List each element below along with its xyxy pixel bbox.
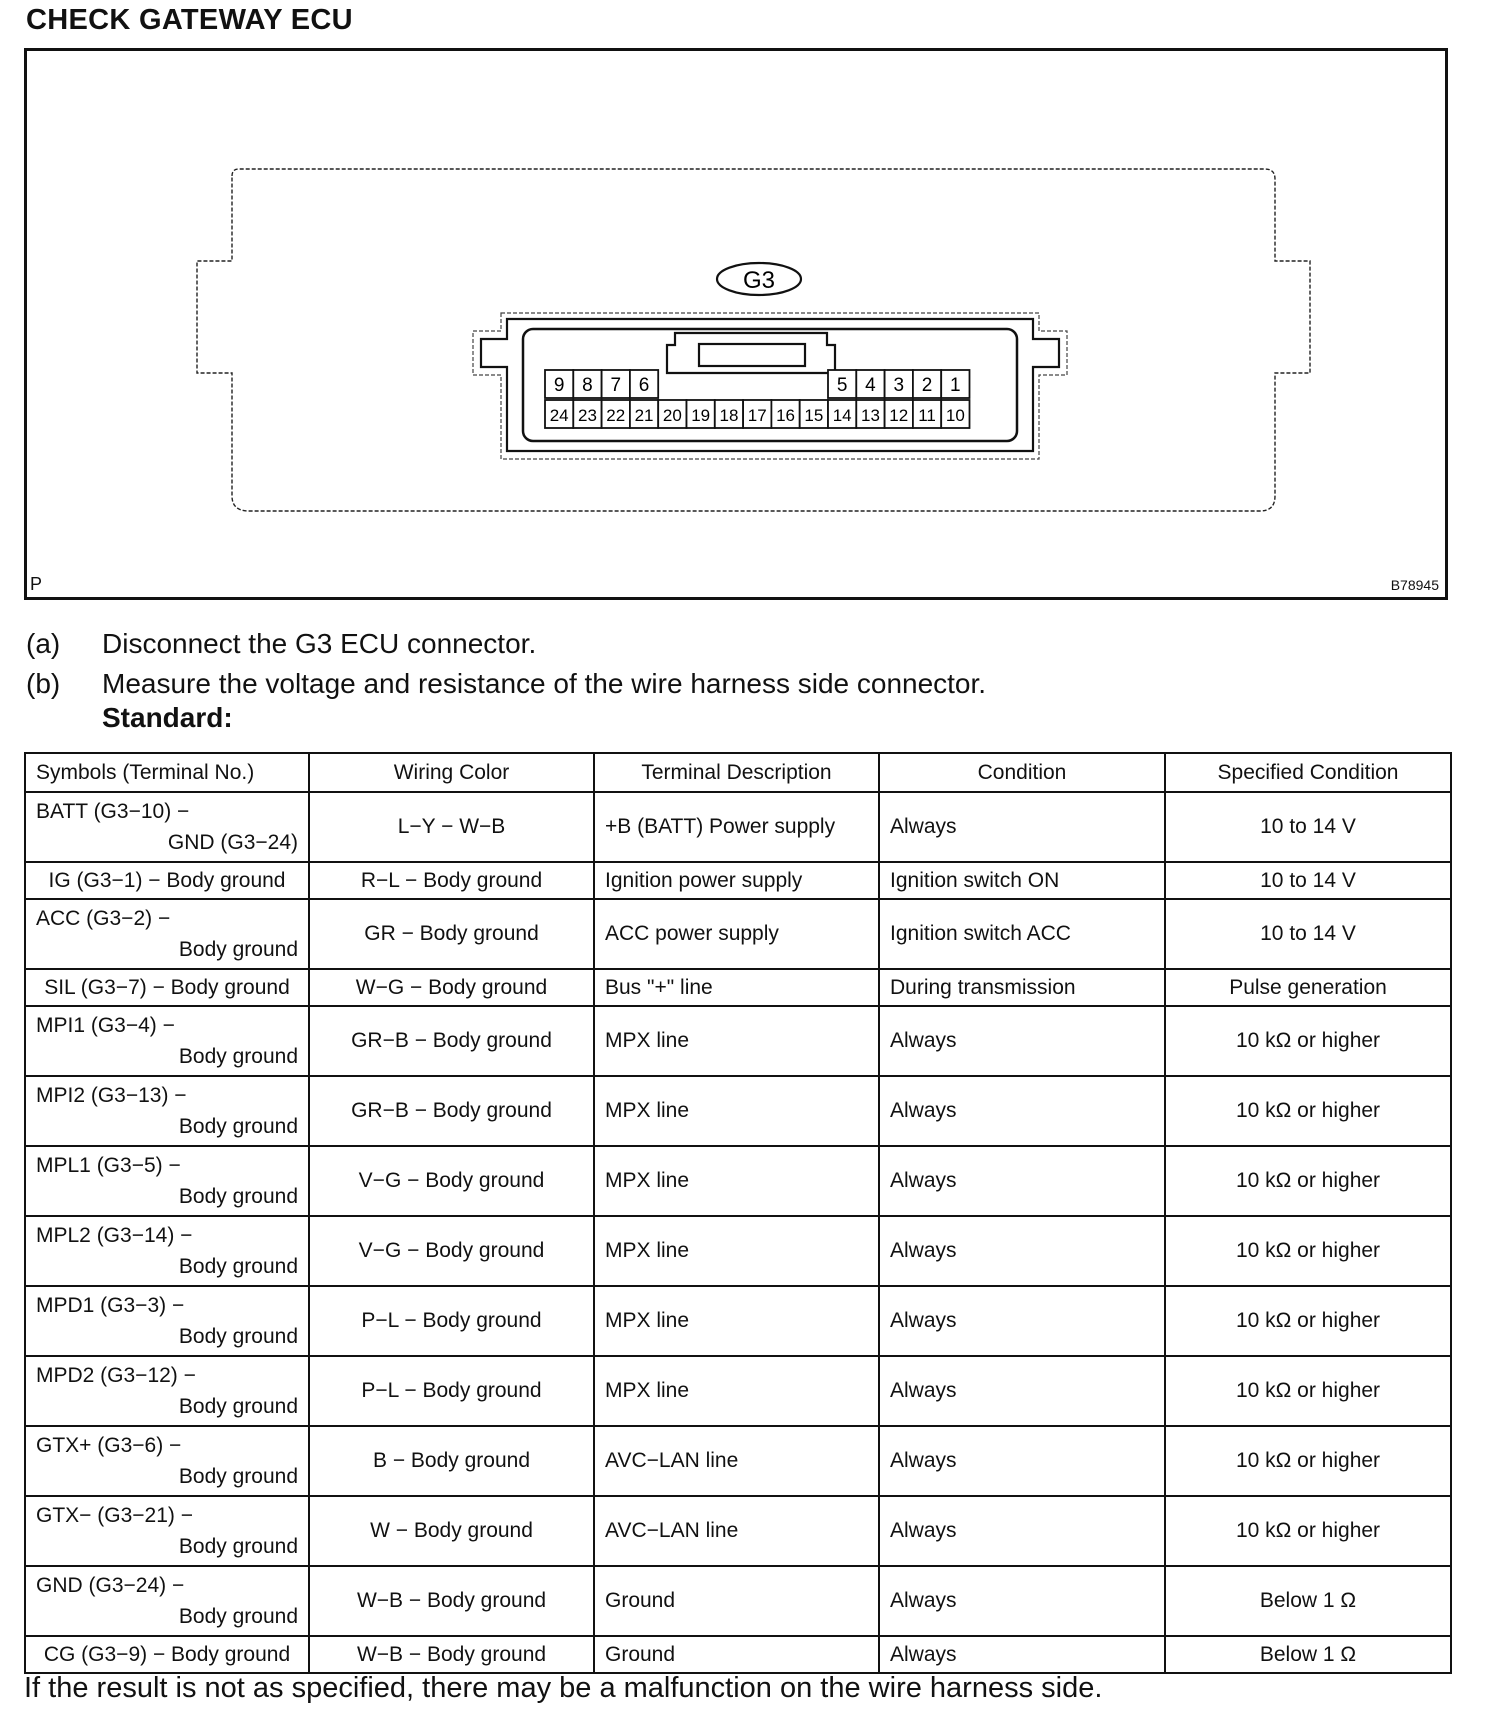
symbol-ground: Body ground <box>178 1605 298 1628</box>
symbol-ground: Body ground <box>178 1185 298 1208</box>
cell-specified-condition: 10 kΩ or higher <box>1165 1006 1451 1076</box>
cell-condition: Always <box>879 1286 1165 1356</box>
symbol-terminal: MPL1 (G3−5) − <box>36 1154 181 1177</box>
symbol-terminal: MPD1 (G3−3) − <box>36 1294 185 1317</box>
table-row <box>25 792 1451 862</box>
cell-symbol <box>25 899 309 969</box>
cell-description: MPX line <box>594 1076 879 1146</box>
step-letter: (b) <box>26 668 61 699</box>
pin-number: 1 <box>950 375 961 396</box>
table-row <box>25 969 1451 1006</box>
symbol-terminal: MPI1 (G3−4) − <box>36 1014 175 1037</box>
pin-number: 3 <box>893 375 905 396</box>
pin-number: 12 <box>889 406 909 425</box>
cell-description: MPX line <box>594 1216 879 1286</box>
cell-specified-condition: Below 1 Ω <box>1165 1566 1451 1636</box>
cell-condition: Ignition switch ACC <box>879 899 1165 969</box>
pin-number: 2 <box>921 375 933 396</box>
cell-specified-condition: 10 kΩ or higher <box>1165 1356 1451 1426</box>
pin-number: 14 <box>832 406 852 425</box>
symbol-ground: Body ground <box>178 1255 298 1278</box>
ecu-connector-diagram <box>27 51 1445 597</box>
symbol-ground: Body ground <box>178 1115 298 1138</box>
footer-note: If the result is not as specified, there may be a malfunction on the wire harness side. <box>24 1672 1103 1704</box>
symbol-ground: Body ground <box>178 938 298 961</box>
cell-symbol: SIL (G3−7) − Body ground <box>25 969 309 1006</box>
cell-specified-condition: 10 to 14 V <box>1165 862 1451 899</box>
pin-number: 17 <box>747 406 767 425</box>
pin-number: 11 <box>918 406 936 425</box>
symbol-ground: Body ground <box>178 1465 298 1488</box>
cell-wiring-color: W − Body ground <box>309 1496 594 1566</box>
cell-symbol <box>25 1146 309 1216</box>
cell-description: ACC power supply <box>594 899 879 969</box>
latch-window <box>699 344 805 366</box>
cell-wiring-color: L−Y − W−B <box>309 792 594 862</box>
pin-number: 20 <box>662 406 682 425</box>
table-header-row <box>25 753 1451 792</box>
cell-symbol <box>25 1076 309 1146</box>
cell-symbol <box>25 1356 309 1426</box>
cell-wiring-color: W−G − Body ground <box>309 969 594 1006</box>
symbol-ground: Body ground <box>178 1395 298 1418</box>
table-row <box>25 1496 1451 1566</box>
symbol-terminal: ACC (G3−2) − <box>36 907 171 930</box>
cell-specified-condition: 10 kΩ or higher <box>1165 1286 1451 1356</box>
table-row <box>25 1216 1451 1286</box>
pin-number: 22 <box>606 406 626 425</box>
cell-specified-condition: 10 kΩ or higher <box>1165 1496 1451 1566</box>
pin-number: 10 <box>945 406 965 425</box>
cell-wiring-color: GR−B − Body ground <box>309 1006 594 1076</box>
pin-number: 4 <box>865 375 876 396</box>
table-row <box>25 899 1451 969</box>
cell-description: MPX line <box>594 1286 879 1356</box>
symbol-ground: Body ground <box>178 1535 298 1558</box>
pin-number: 21 <box>634 406 654 425</box>
symbol-terminal: GTX+ (G3−6) − <box>36 1434 182 1457</box>
cell-condition: During transmission <box>879 969 1165 1006</box>
cell-condition: Always <box>879 1566 1165 1636</box>
step-letter: (a) <box>26 628 61 659</box>
table-row <box>25 1006 1451 1076</box>
step-b <box>26 664 986 704</box>
table-row <box>25 1566 1451 1636</box>
cell-specified-condition: 10 to 14 V <box>1165 899 1451 969</box>
cell-wiring-color: GR − Body ground <box>309 899 594 969</box>
cell-wiring-color: P−L − Body ground <box>309 1356 594 1426</box>
step-a <box>26 624 986 664</box>
cell-symbol <box>25 1216 309 1286</box>
pin-number: 6 <box>638 375 650 396</box>
cell-condition: Ignition switch ON <box>879 862 1165 899</box>
header-condition: Condition <box>879 753 1165 792</box>
step-text: Measure the voltage and resistance of the wire harness side connector. <box>102 668 987 699</box>
table-row <box>25 1636 1451 1673</box>
pin-number: 24 <box>549 406 569 425</box>
pin-number: 9 <box>553 375 565 396</box>
symbol-ground: GND (G3−24) <box>167 831 298 854</box>
cell-wiring-color: V−G − Body ground <box>309 1216 594 1286</box>
symbol-ground: Body ground <box>178 1325 298 1348</box>
page-title: CHECK GATEWAY ECU <box>26 4 353 36</box>
step-text: Disconnect the G3 ECU connector. <box>102 628 537 659</box>
pin-number: 19 <box>691 406 711 425</box>
pin-number: 8 <box>582 375 593 396</box>
cell-condition: Always <box>879 1496 1165 1566</box>
cell-condition: Always <box>879 1356 1165 1426</box>
pin-number: 16 <box>776 406 796 425</box>
cell-specified-condition: Pulse generation <box>1165 969 1451 1006</box>
cell-condition: Always <box>879 1426 1165 1496</box>
cell-description: +B (BATT) Power supply <box>594 792 879 862</box>
cell-wiring-color: GR−B − Body ground <box>309 1076 594 1146</box>
cell-symbol <box>25 1496 309 1566</box>
cell-wiring-color: B − Body ground <box>309 1426 594 1496</box>
symbol-terminal: MPI2 (G3−13) − <box>36 1084 187 1107</box>
ecu-housing-outline <box>197 169 1310 511</box>
header-wiring-color: Wiring Color <box>309 753 594 792</box>
cell-condition: Always <box>879 1006 1165 1076</box>
cell-description: AVC−LAN line <box>594 1426 879 1496</box>
header-terminal-description: Terminal Description <box>594 753 879 792</box>
cell-condition: Always <box>879 1636 1165 1673</box>
pin-number: 7 <box>610 375 622 396</box>
cell-wiring-color: W−B − Body ground <box>309 1566 594 1636</box>
symbol-ground: Body ground <box>178 1045 298 1068</box>
table-row <box>25 1356 1451 1426</box>
cell-symbol <box>25 1006 309 1076</box>
cell-wiring-color: P−L − Body ground <box>309 1286 594 1356</box>
cell-description: MPX line <box>594 1356 879 1426</box>
pin-number: 5 <box>836 375 848 396</box>
cell-specified-condition: 10 kΩ or higher <box>1165 1426 1451 1496</box>
cell-specified-condition: 10 to 14 V <box>1165 792 1451 862</box>
header-specified-condition: Specified Condition <box>1165 753 1451 792</box>
connector-figure <box>24 48 1448 600</box>
cell-symbol <box>25 1566 309 1636</box>
table-row <box>25 862 1451 899</box>
cell-description: Bus "+" line <box>594 969 879 1006</box>
table-row <box>25 1286 1451 1356</box>
cell-condition: Always <box>879 1216 1165 1286</box>
cell-description: Ground <box>594 1566 879 1636</box>
symbol-terminal: MPL2 (G3−14) − <box>36 1224 193 1247</box>
standard-label: Standard: <box>102 702 233 733</box>
pin-number: 15 <box>804 406 824 425</box>
spec-table <box>24 752 1452 1674</box>
cell-description: MPX line <box>594 1146 879 1216</box>
cell-symbol <box>25 1286 309 1356</box>
table-row <box>25 1076 1451 1146</box>
cell-condition: Always <box>879 792 1165 862</box>
cell-wiring-color: W−B − Body ground <box>309 1636 594 1673</box>
connector-label: G3 <box>742 267 776 294</box>
pin-number: 18 <box>719 406 739 425</box>
cell-symbol <box>25 792 309 862</box>
table-row <box>25 1146 1451 1216</box>
symbol-terminal: GTX− (G3−21) − <box>36 1504 193 1527</box>
cell-specified-condition: 10 kΩ or higher <box>1165 1216 1451 1286</box>
table-row <box>25 1426 1451 1496</box>
cell-symbol <box>25 1426 309 1496</box>
cell-specified-condition: 10 kΩ or higher <box>1165 1146 1451 1216</box>
header-symbols: Symbols (Terminal No.) <box>25 753 309 792</box>
cell-description: AVC−LAN line <box>594 1496 879 1566</box>
cell-description: Ground <box>594 1636 879 1673</box>
pin-number: 13 <box>860 406 880 425</box>
figure-corner-label: P <box>30 574 43 594</box>
pin-number: 23 <box>577 406 597 425</box>
cell-specified-condition: 10 kΩ or higher <box>1165 1076 1451 1146</box>
cell-condition: Always <box>879 1076 1165 1146</box>
cell-condition: Always <box>879 1146 1165 1216</box>
instruction-steps <box>26 624 986 704</box>
cell-description: Ignition power supply <box>594 862 879 899</box>
figure-id: B78945 <box>1390 577 1439 593</box>
cell-wiring-color: R−L − Body ground <box>309 862 594 899</box>
cell-specified-condition: Below 1 Ω <box>1165 1636 1451 1673</box>
cell-wiring-color: V−G − Body ground <box>309 1146 594 1216</box>
cell-symbol: CG (G3−9) − Body ground <box>25 1636 309 1673</box>
cell-description: MPX line <box>594 1006 879 1076</box>
symbol-terminal: BATT (G3−10) − <box>36 800 190 823</box>
symbol-terminal: MPD2 (G3−12) − <box>36 1364 196 1387</box>
symbol-terminal: GND (G3−24) − <box>36 1574 185 1597</box>
cell-symbol: IG (G3−1) − Body ground <box>25 862 309 899</box>
